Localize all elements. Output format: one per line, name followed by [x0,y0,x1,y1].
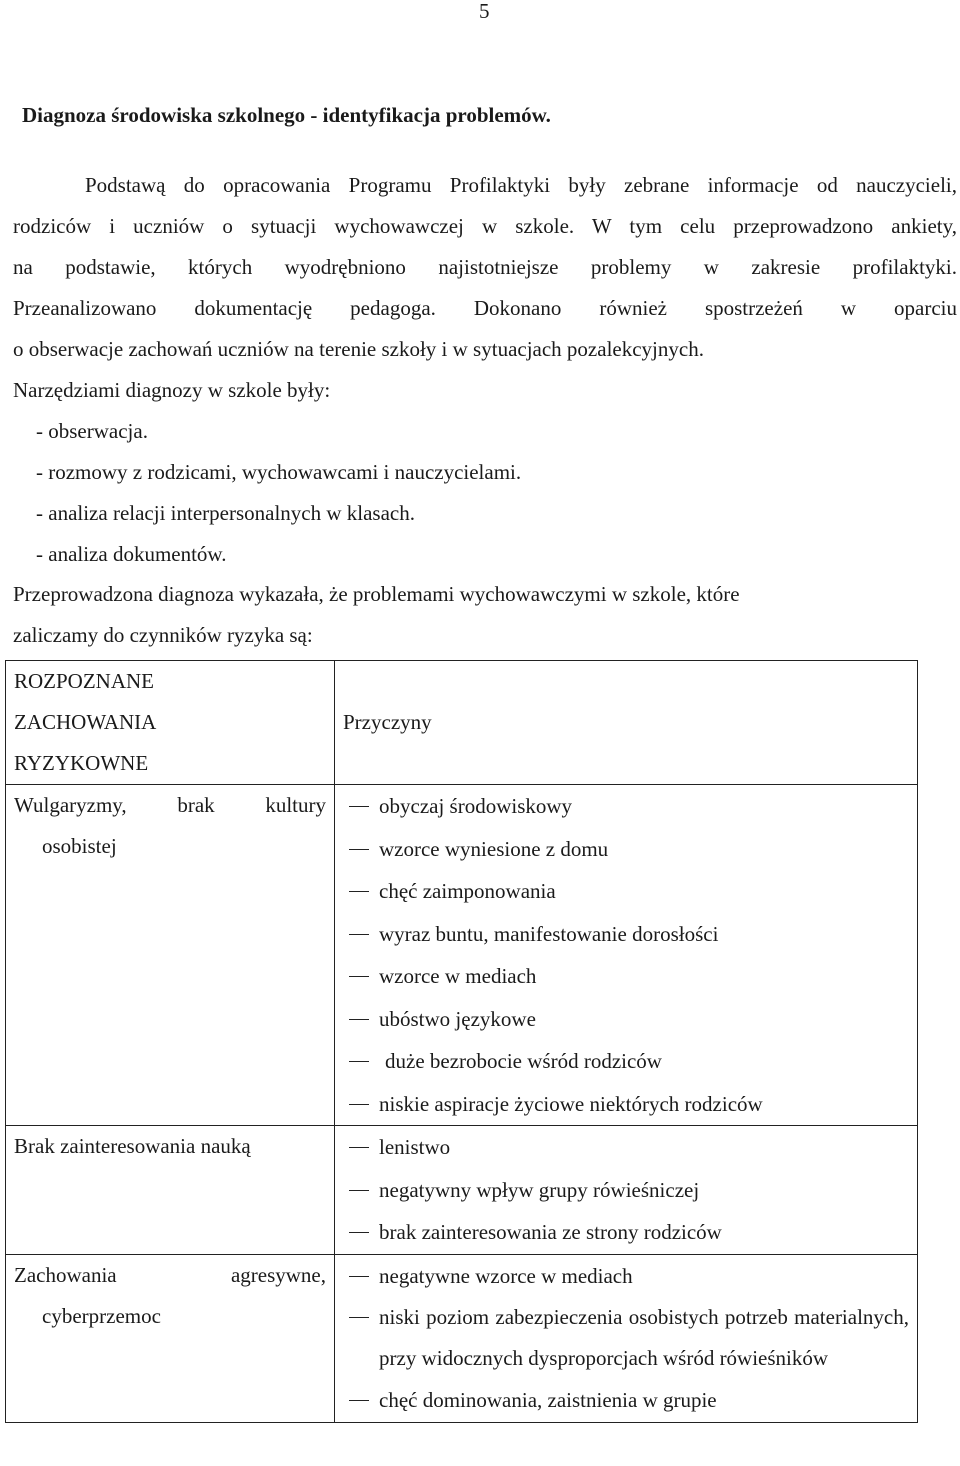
dash-icon [349,849,369,850]
header-causes-cell [335,661,918,785]
table-row [6,1126,918,1255]
dash-icon [349,1019,369,1020]
cause-item: lenistwo [349,1126,909,1169]
cause-item: duże bezrobocie wśród rodziców [349,1040,909,1083]
paragraph-line: Przeprowadzona diagnoza wykazała, że problemami wychowawczymi w szkole, które [13,582,740,606]
dash-icon [349,1232,369,1233]
dash-icon [349,1400,369,1401]
causes-list [335,1126,917,1254]
cause-item: wzorce w mediach [349,955,909,998]
behavior-cell [6,1254,335,1422]
paragraph-line: Przeanalizowano dokumentację pedagoga. Dokonano również spostrzeżeń w oparciu [13,296,957,320]
list-item: - obserwacja. [36,419,148,443]
dash-icon [349,806,369,807]
cause-item: ubóstwo językowe [349,998,909,1041]
list-item: - analiza relacji interpersonalnych w klasach. [36,501,415,525]
dash-icon [349,976,369,977]
table-row [6,785,918,1126]
cause-item: obyczaj środowiskowy [349,785,909,828]
cause-item: niskie aspiracje życiowe niektórych rodziców [349,1083,909,1126]
paragraph-line: na podstawie, których wyodrębniono najistotniejsze problemy w zakresie profilaktyki. [13,255,957,279]
causes-list [335,1255,917,1422]
dash-icon [349,934,369,935]
dash-icon [349,1147,369,1148]
causes-list [335,785,917,1125]
table-row [6,1254,918,1422]
paragraph-line: Podstawą do opracowania Programu Profilaktyki były zebrane informacje od nauczycieli, [85,173,957,197]
behavior-line: osobistej [42,834,117,858]
dash-icon [349,1276,369,1277]
cause-item: wzorce wyniesione z domu [349,828,909,871]
cause-item: niski poziom zabezpieczenia osobistych potrzeb materialnych, przy widocznych dysproporcjach wśród rówieśników [349,1297,909,1379]
cause-item: brak zainteresowania ze strony rodziców [349,1211,909,1254]
cause-item: chęć zaimponowania [349,870,909,913]
header-causes-label: Przyczyny [343,710,432,734]
behavior-cell [6,785,335,1126]
causes-cell [335,1254,918,1422]
dash-icon [349,1190,369,1191]
risk-factors-table [5,660,918,1423]
paragraph-line: zaliczamy do czynników ryzyka są: [13,623,313,647]
behavior-line: Wulgaryzmy, brak kultury [14,793,326,817]
section-heading: Diagnoza środowiska szkolnego - identyfikacja problemów. [22,103,551,127]
list-item: - rozmowy z rodzicami, wychowawcami i nauczycielami. [36,460,522,484]
cause-item: wyraz buntu, manifestowanie dorosłości [349,913,909,956]
header-line: ZACHOWANIA [14,710,157,734]
dash-icon [349,891,369,892]
cause-item: chęć dominowania, zaistnienia w grupie [349,1379,909,1422]
cause-item: negatywne wzorce w mediach [349,1255,909,1298]
dash-icon [349,1061,369,1062]
behavior-line: Zachowania agresywne, [14,1262,326,1287]
cause-item: negatywny wpływ grupy rówieśniczej [349,1169,909,1212]
list-item: - analiza dokumentów. [36,542,227,566]
tools-intro: Narzędziami diagnozy w szkole były: [13,378,331,402]
header-line: ROZPOZNANE [14,669,154,693]
page-number: 5 [479,0,490,23]
dash-icon [349,1104,369,1105]
causes-cell [335,1126,918,1255]
table-header-row [6,661,918,785]
paragraph-line: rodziców i uczniów o sytuacji wychowawczej w szkole. W tym celu przeprowadzono ankiety, [13,214,957,238]
paragraph-line: o obserwacje zachowań uczniów na terenie szkoły i w sytuacjach pozalekcyjnych. [13,337,704,361]
causes-cell [335,785,918,1126]
header-line: RYZYKOWNE [14,751,149,775]
header-behaviors-cell [6,661,335,785]
behavior-line: cyberprzemoc [42,1303,161,1328]
behavior-cell [6,1126,335,1255]
behavior-line: Brak zainteresowania nauką [14,1134,251,1158]
dash-icon [349,1317,369,1318]
